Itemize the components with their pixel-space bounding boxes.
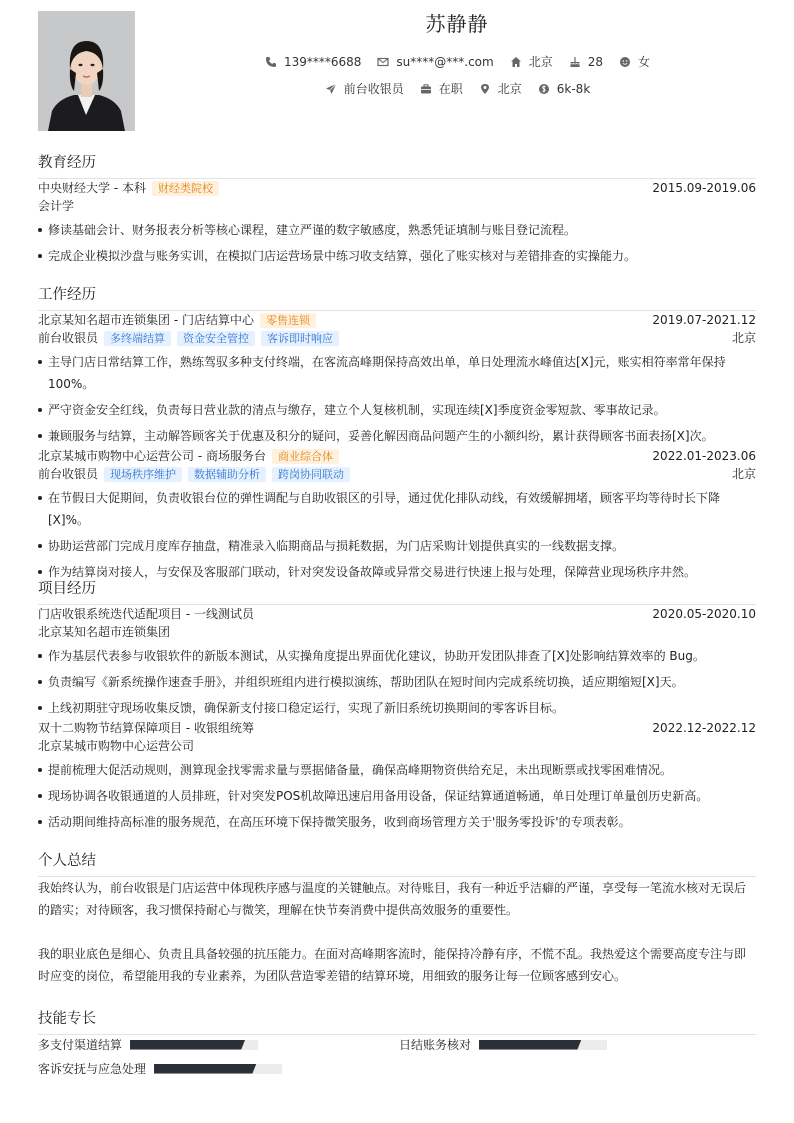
list-item: 上线初期驻守现场收集反馈，确保新支付接口稳定运行，实现了新旧系统切换期间的零客诉目标。 (38, 697, 756, 719)
list-item: 作为基层代表参与收银软件的新版本测试，从实操角度提出界面优化建议，协助开发团队排查了[X]处影响结算效率的 Bug。 (38, 645, 756, 667)
city-text: 北京 (528, 55, 553, 69)
city-item (510, 53, 553, 70)
role-text: 前台收银员 (38, 331, 99, 345)
project-org: 北京某城市购物中心运营公司 (38, 739, 195, 753)
list-item: 主导门店日常结算工作，熟练驾驭多种支付终端，在客流高峰期保持高效出单，单日处理流水峰值达[X]元，账实相符率常年保持100%。 (38, 351, 756, 395)
status-text: 在职 (438, 82, 463, 96)
summary-paragraph-1: 我始终认为，前台收银是门店运营中体现秩序感与温度的关键触点。对待账目，我有一种近乎洁癖的严谨，享受每一笔流水核对无误后的踏实；对待顾客，我习惯保持耐心与微笑，理解在快节奏消费中提供高效服务的重要性。 (38, 881, 747, 917)
skill-tag: 客诉即时响应 (261, 331, 339, 346)
list-item: 现场协调各收银通道的人员排班，针对突发POS机故障迅速启用备用设备，保证结算通道畅通，单日处理订单量创历史新高。 (38, 785, 756, 807)
skill-bar (479, 1040, 607, 1050)
briefcase-icon (420, 83, 432, 95)
skill-name: 客诉安抚与应急处理 (38, 1062, 147, 1076)
gender-text: 女 (638, 55, 651, 69)
target-job-text: 前台收银员 (343, 82, 404, 96)
project-2-org-line (38, 737, 756, 755)
skill-bar (130, 1040, 258, 1050)
work-2-role-left (38, 465, 350, 483)
skill-bar-fill (479, 1040, 581, 1050)
skill-bar-fill (130, 1040, 245, 1050)
target-city-text: 北京 (497, 82, 522, 96)
work-1-header (38, 311, 756, 329)
list-item: 活动期间维持高标准的服务规范，在高压环境下保持微笑服务，收到商场管理方关于'服务零投诉'的专项表彰。 (38, 811, 756, 833)
major-text: 会计学 (38, 199, 75, 213)
target-job-item (325, 80, 404, 97)
education-major-line (38, 197, 756, 215)
cake-icon (569, 56, 581, 68)
section-title-skills: 技能专长 (38, 1007, 756, 1035)
age-text: 28 (587, 54, 604, 69)
skill-item (38, 1060, 282, 1077)
school-tag: 财经类院校 (152, 181, 219, 196)
skill-bar (154, 1064, 282, 1074)
work-1-role-line (38, 329, 756, 347)
summary-paragraph-2: 我的职业底色是细心、负责且具备较强的抗压能力。在面对高峰期客流时，能保持冷静有序，不慌不乱。我热爱这个需要高度专注与即时应变的岗位，希望能用我的专业素养，为团队营造零差错的结算环境，用细致的服务让每一位顾客感到安心。 (38, 947, 747, 983)
list-item: 在节假日大促期间，负责收银台位的弹性调配与自助收银区的引导，通过优化排队动线，有效缓解拥堵，顾客平均等待时长下降[X]%。 (38, 487, 756, 531)
company-tag: 商业综合体 (272, 449, 339, 464)
candidate-name: 苏静静 (425, 12, 489, 36)
project-1-org-line (38, 623, 756, 641)
money-icon (538, 83, 550, 95)
skill-tag: 资金安全管控 (177, 331, 255, 346)
send-icon (325, 83, 337, 95)
list-item: 严守资金安全红线，负责每日营业款的清点与缴存，建立个人复核机制，实现连续[X]季度资金零短款、零事故记录。 (38, 399, 756, 421)
list-item: 完成企业模拟沙盘与账务实训，在模拟门店运营场景中练习收支结算，强化了账实核对与差错排查的实操能力。 (38, 245, 756, 267)
work-location: 北京 (731, 467, 756, 481)
education-date: 2015.09-2019.06 (652, 181, 756, 195)
skill-tag: 多终端结算 (104, 331, 171, 346)
summary-block (38, 877, 756, 987)
education-left (38, 179, 219, 197)
section-title-projects: 项目经历 (38, 577, 756, 605)
company-tag: 零售连锁 (260, 313, 316, 328)
skill-tag: 现场秩序维护 (104, 467, 182, 482)
education-bullets (38, 219, 756, 267)
work-date: 2022.01-2023.06 (652, 449, 756, 463)
project-date: 2022.12-2022.12 (652, 721, 756, 735)
company-name: 北京某城市购物中心运营公司 - 商场服务台 (38, 449, 266, 463)
education-header (38, 179, 756, 197)
section-title-work: 工作经历 (38, 283, 756, 311)
phone-item (265, 55, 361, 69)
salary-item (538, 82, 591, 96)
salary-text: 6k-8k (556, 81, 591, 96)
work-2-bullets (38, 487, 756, 583)
project-2-header (38, 719, 756, 737)
school-name: 中央财经大学 - 本科 (38, 181, 146, 195)
work-location: 北京 (731, 331, 756, 345)
section-title-summary: 个人总结 (38, 849, 756, 877)
work-date: 2019.07-2021.12 (652, 313, 756, 327)
project-2-bullets (38, 759, 756, 833)
work-item-2 (38, 447, 756, 583)
phone-icon (265, 56, 277, 68)
list-item: 提前梳理大促活动规则，测算现金找零需求量与票据储备量，确保高峰期物资供给充足，未出现断票或找零困难情况。 (38, 759, 756, 781)
project-title: 门店收银系统迭代适配项目 - 一线测试员 (38, 607, 254, 621)
skill-tag: 跨岗协同联动 (272, 467, 350, 482)
home-icon (510, 56, 522, 68)
work-1-role-left (38, 329, 339, 347)
intent-row (135, 80, 780, 97)
work-item-1 (38, 311, 756, 447)
role-text: 前台收银员 (38, 467, 99, 481)
project-title: 双十二购物节结算保障项目 - 收银组统筹 (38, 721, 254, 735)
list-item: 修读基础会计、财务报表分析等核心课程，建立严谨的数字敏感度，熟悉凭证填制与账目登记流程。 (38, 219, 756, 241)
target-city-item (479, 80, 522, 97)
work-1-bullets (38, 351, 756, 447)
age-item (569, 55, 603, 69)
project-org: 北京某知名超市连锁集团 (38, 625, 171, 639)
gender-icon (619, 56, 631, 68)
skill-bar-fill (154, 1064, 256, 1074)
company-name: 北京某知名超市连锁集团 - 门店结算中心 (38, 313, 254, 327)
project-1-header (38, 605, 756, 623)
work-1-left (38, 311, 316, 329)
list-item: 兼顾服务与结算，主动解答顾客关于优惠及积分的疑问，妥善化解因商品问题产生的小额纠纷，累计获得顾客书面表扬[X]次。 (38, 425, 756, 447)
skill-name: 日结账务核对 (399, 1038, 472, 1052)
project-1-bullets (38, 645, 756, 719)
project-item-2 (38, 719, 756, 833)
list-item: 协助运营部门完成月度库存抽盘，精准录入临期商品与损耗数据，为门店采购计划提供真实的一线数据支撑。 (38, 535, 756, 557)
skill-item (38, 1036, 258, 1053)
project-item-1 (38, 605, 756, 719)
list-item: 负责编写《新系统操作速查手册》，并组织班组内进行模拟演练，帮助团队在短时间内完成系统切换，适应期缩短[X]天。 (38, 671, 756, 693)
location-icon (479, 83, 491, 95)
work-2-header (38, 447, 756, 465)
section-title-education: 教育经历 (38, 151, 756, 179)
status-item (420, 80, 463, 97)
email-item (377, 55, 493, 69)
gender-item (619, 53, 650, 70)
skill-name: 多支付渠道结算 (38, 1038, 123, 1052)
work-2-left (38, 447, 339, 465)
mail-icon (377, 56, 389, 68)
project-date: 2020.05-2020.10 (652, 607, 756, 621)
skill-item (399, 1036, 607, 1053)
phone-text: 139****6688 (283, 54, 362, 69)
list-item: 作为结算岗对接人，与安保及客服部门联动，针对突发设备故障或异常交易进行快速上报与处理，保障营业现场秩序井然。 (38, 561, 756, 583)
skill-tag: 数据辅助分析 (188, 467, 266, 482)
email-text: su****@***.com (396, 54, 494, 69)
contact-row (135, 53, 780, 70)
education-block (38, 179, 756, 267)
work-2-role-line (38, 465, 756, 483)
